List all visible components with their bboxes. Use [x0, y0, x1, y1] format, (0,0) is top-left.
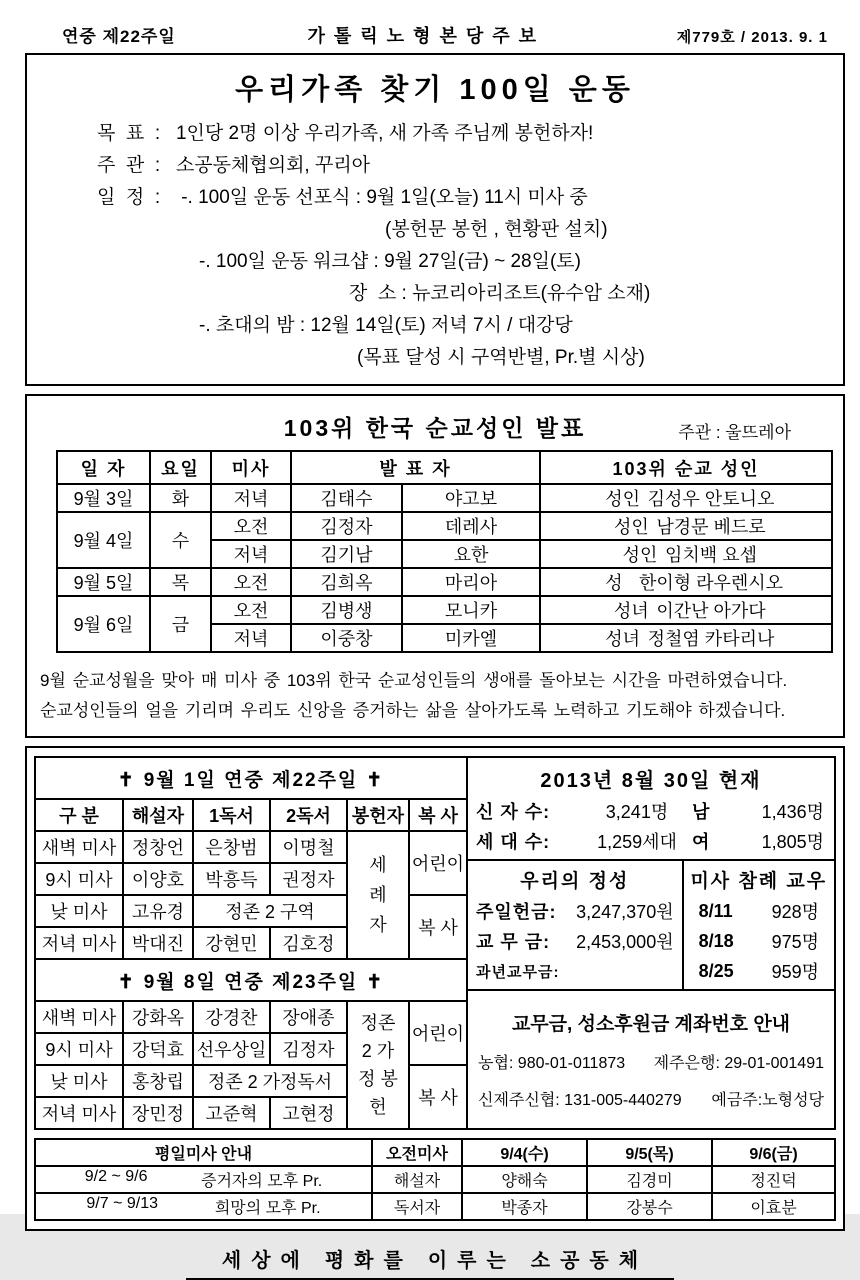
reading1: 고준혁 — [193, 1097, 270, 1129]
commentator: 홍창립 — [123, 1065, 193, 1097]
saint-title: 성녀 — [613, 601, 649, 621]
martyrs-header — [27, 410, 843, 444]
server-cell: 복 사 — [409, 1065, 467, 1129]
reading2: 김정자 — [270, 1033, 347, 1065]
name-cell: 이효분 — [712, 1193, 835, 1220]
stats-as-of-date: 2013년 8월 30일 현재 — [540, 770, 762, 792]
martyrs-note-line2: 순교성인들의 얼을 기리며 우리도 신앙을 증거하는 삶을 살아가도록 노력하고 기도해야 하겠습니다. — [40, 701, 786, 720]
saint-cell — [540, 624, 832, 652]
schedule-section — [25, 746, 845, 1231]
cross-icon: ✝ — [366, 971, 385, 993]
footer-motto: 세상에 평화를 이루는 소공동체 — [186, 1250, 674, 1280]
believers-count: 3,241명 — [605, 802, 669, 822]
col-header-day: 요일 — [150, 451, 211, 484]
saint-cell — [540, 596, 832, 624]
reading1: 은창범 — [193, 831, 270, 863]
campaign-line-workshop: -. 100일 운동 워크샵 : 9월 27일(금) ~ 28일(토) — [199, 251, 581, 272]
account-holder: 예금주:노형성당 — [711, 1092, 824, 1109]
saint-name: 한이형 라우렌시오 — [638, 573, 784, 593]
baptismal-cell: 요한 — [402, 540, 540, 568]
martyrs-note-line1: 9월 순교성월을 맞아 매 미사 중 103위 한국 순교성인들의 생애를 돌아보는 시간을 마련하였습니다. — [40, 671, 788, 690]
believers-label: 신 자 수: — [476, 802, 551, 822]
reading-span: 정존 2 구역 — [193, 895, 347, 927]
martyrs-row — [57, 512, 832, 540]
week2-title-row — [35, 959, 467, 1001]
reading2: 이명철 — [270, 831, 347, 863]
martyrs-table — [56, 450, 833, 653]
name-cell: 양해숙 — [462, 1166, 587, 1193]
female-count: 1,805명 — [761, 832, 824, 852]
presenter-cell: 김기남 — [291, 540, 402, 568]
campaign-section — [25, 53, 845, 386]
weekday-row — [35, 1166, 835, 1193]
saint-cell — [540, 512, 832, 540]
saint-name: 남경문 베드로 — [656, 517, 766, 537]
mass-label: 9시 미사 — [35, 1033, 123, 1065]
commentator: 고유경 — [123, 895, 193, 927]
mass-label: 낮 미사 — [35, 1065, 123, 1097]
presenter-cell: 김태수 — [291, 484, 402, 512]
statistics-panel — [468, 756, 836, 1130]
account-title: 교무금, 성소후원금 계좌번호 안내 — [511, 1014, 791, 1035]
weekday-row — [35, 1193, 835, 1220]
saint-title: 성인 — [605, 489, 641, 509]
reading2: 장애종 — [270, 1001, 347, 1033]
col-header-morning-mass: 오전미사 — [372, 1139, 462, 1166]
credit-union-account: 신제주신협: 131-005-440279 — [478, 1092, 682, 1109]
account-line1 — [478, 1050, 824, 1073]
campaign-line-place: 장 소 : 뉴코리아리조트(유수암 소재) — [349, 283, 651, 304]
presenter-cell: 김희옥 — [291, 568, 402, 596]
server-cell: 어린이 — [409, 1001, 467, 1065]
role-cell: 독서자 — [372, 1193, 462, 1220]
male-count: 1,436명 — [761, 802, 824, 822]
col-header-offerer: 봉헌자 — [347, 799, 409, 831]
server-cell: 어린이 — [409, 831, 467, 895]
saint-name: 정철염 카타리나 — [647, 629, 775, 649]
mass-cell: 오전 — [211, 568, 291, 596]
week1-dawn-row — [35, 831, 467, 863]
reading2: 고현정 — [270, 1097, 347, 1129]
attendance-row: 8/25 959명 — [698, 960, 819, 982]
reading2: 김호정 — [270, 927, 347, 959]
legion-cell — [35, 1193, 372, 1220]
week2-dawn-row — [35, 1001, 467, 1033]
col-header-commentator: 해설자 — [123, 799, 193, 831]
commentator: 강화옥 — [123, 1001, 193, 1033]
col-header-mass: 미사 — [211, 451, 291, 484]
saint-title: 성인 — [622, 545, 658, 565]
martyrs-organizer: 주관 : 울뜨레아 — [678, 423, 791, 442]
commentator: 박대진 — [123, 927, 193, 959]
presenter-cell: 이중창 — [291, 624, 402, 652]
mass-label: 저녁 미사 — [35, 1097, 123, 1129]
weekday-header-row — [35, 1139, 835, 1166]
martyrs-header-row — [57, 451, 832, 484]
offerer-cell: 세례자 — [347, 831, 409, 959]
reading1: 강현민 — [193, 927, 270, 959]
martyrs-title: 103위 한국 순교성인 발표 — [283, 415, 587, 441]
campaign-line-goal: 목 표 : 1인당 2명 이상 우리가족, 새 가족 주님께 봉헌하자! — [97, 123, 594, 144]
baptismal-cell: 미카엘 — [402, 624, 540, 652]
male-label: 남 — [692, 802, 710, 822]
mass-label: 새벽 미사 — [35, 831, 123, 863]
schedule-stats-wrapper — [34, 756, 836, 1130]
day-cell: 목 — [150, 568, 211, 596]
campaign-line-note2: (목표 달성 시 구역반별, Pr.별 시상) — [357, 347, 645, 368]
female-label: 여 — [692, 832, 710, 852]
col-header-presenter: 발 표 자 — [291, 451, 540, 484]
campaign-line-note1: (봉헌문 봉헌 , 현황판 설치) — [385, 219, 608, 240]
week1-header-row — [35, 799, 467, 831]
col-header-fri: 9/6(금) — [712, 1139, 835, 1166]
col-header-reading2: 2독서 — [270, 799, 347, 831]
legion-cell — [35, 1166, 372, 1193]
offering-title: 우리의 정성 — [520, 871, 630, 892]
baptismal-cell: 데레사 — [402, 512, 540, 540]
believers-row — [468, 796, 834, 826]
households-row — [468, 826, 834, 856]
attendance-panel — [682, 861, 834, 989]
day-cell: 화 — [150, 484, 211, 512]
commentator: 정창언 — [123, 831, 193, 863]
martyrs-row — [57, 568, 832, 596]
weekday-title: 평일미사 안내 — [35, 1139, 372, 1166]
reading1: 박흥득 — [193, 863, 270, 895]
account-line2 — [478, 1087, 824, 1110]
sunday-offering-row: 주일헌금: 3,247,370원 — [476, 902, 674, 922]
masthead-issue-date: 제779호 / 2013. 9. 1 — [676, 29, 828, 46]
account-info — [468, 991, 834, 1128]
jeju-account: 제주은행: 29-01-001491 — [653, 1055, 824, 1072]
mass-label: 낮 미사 — [35, 895, 123, 927]
commentator: 이양호 — [123, 863, 193, 895]
campaign-line-organizer: 주 관 : 소공동체협의회, 꾸리아 — [97, 155, 371, 176]
week2-title: 9월 8일 연중 제23주일 — [143, 971, 359, 993]
attendance-row: 8/18 975명 — [698, 930, 819, 952]
mass-assignment-table — [34, 756, 468, 1130]
attendance-title: 미사 참례 교우 — [690, 871, 828, 892]
offering-panel — [468, 861, 682, 989]
name-cell: 정진덕 — [712, 1166, 835, 1193]
saint-cell — [540, 568, 832, 596]
cross-icon: ✝ — [117, 769, 136, 791]
saint-name: 김성우 안토니오 — [647, 489, 775, 509]
martyrs-row — [57, 484, 832, 512]
attendance-row: 8/11 928명 — [698, 900, 819, 922]
saint-cell — [540, 540, 832, 568]
date-range: 9/2 ~ 9/6 — [84, 1168, 148, 1185]
campaign-title: 우리가족 찾기 100일 운동 — [235, 74, 635, 106]
date-range: 9/7 ~ 9/13 — [86, 1195, 159, 1212]
col-header-reading1: 1독서 — [193, 799, 270, 831]
households-label: 세 대 수: — [476, 832, 551, 852]
weekday-mass-table — [34, 1138, 836, 1221]
date-cell: 9월 3일 — [57, 484, 150, 512]
church-dues-row: 교 무 금: 2,453,000원 — [476, 932, 674, 952]
server-cell: 복 사 — [409, 895, 467, 959]
mass-label: 새벽 미사 — [35, 1001, 123, 1033]
saint-title: 성인 — [613, 517, 649, 537]
martyrs-note — [40, 666, 831, 726]
date-cell: 9월 5일 — [57, 568, 150, 596]
week1-title-row — [35, 757, 467, 799]
households-count: 1,259세대 — [597, 832, 677, 852]
week1-title: 9월 1일 연중 제22주일 — [143, 769, 359, 791]
mass-cell: 저녁 — [211, 624, 291, 652]
name-cell: 박종자 — [462, 1193, 587, 1220]
name-cell: 강봉수 — [587, 1193, 712, 1220]
saint-name: 임치백 요셉 — [665, 545, 757, 565]
baptismal-cell: 야고보 — [402, 484, 540, 512]
date-cell: 9월 6일 — [57, 596, 150, 652]
footer — [0, 1244, 860, 1273]
cross-icon: ✝ — [117, 971, 136, 993]
legion-name: 희망의 모후 Pr. — [214, 1200, 321, 1217]
saint-title: 성 — [605, 573, 623, 593]
name-cell: 김경미 — [587, 1166, 712, 1193]
col-header-server: 복 사 — [409, 799, 467, 831]
date-cell: 9월 4일 — [57, 512, 150, 568]
col-header-category: 구 분 — [35, 799, 123, 831]
reading1: 선우상일 — [193, 1033, 270, 1065]
offering-attendance — [468, 861, 834, 991]
legion-name: 증거자의 모후 Pr. — [201, 1173, 323, 1190]
nh-account: 농협: 980-01-011873 — [478, 1055, 626, 1072]
mass-cell: 오전 — [211, 512, 291, 540]
reading1: 강경찬 — [193, 1001, 270, 1033]
mass-label: 저녁 미사 — [35, 927, 123, 959]
col-header-saint: 103위 순교 성인 — [540, 451, 832, 484]
saint-cell — [540, 484, 832, 512]
campaign-line-invite: -. 초대의 밤 : 12월 14일(토) 저녁 7시 / 대강당 — [199, 315, 573, 336]
commentator: 장민정 — [123, 1097, 193, 1129]
mass-cell: 오전 — [211, 596, 291, 624]
mass-cell: 저녁 — [211, 540, 291, 568]
cross-icon: ✝ — [366, 769, 385, 791]
masthead-week-label: 연중 제22주일 — [62, 27, 176, 46]
presenter-cell: 김정자 — [291, 512, 402, 540]
col-header-thu: 9/5(목) — [587, 1139, 712, 1166]
martyrs-row — [57, 596, 832, 624]
role-cell: 해설자 — [372, 1166, 462, 1193]
reading2: 권정자 — [270, 863, 347, 895]
day-cell: 수 — [150, 512, 211, 568]
masthead — [0, 0, 860, 53]
parish-stats — [468, 758, 834, 861]
mass-label: 9시 미사 — [35, 863, 123, 895]
day-cell: 금 — [150, 596, 211, 652]
saint-name: 이간난 아가다 — [656, 601, 766, 621]
presenter-cell: 김병생 — [291, 596, 402, 624]
campaign-line-schedule: 일 정 : -. 100일 운동 선포식 : 9월 1일(오늘) 11시 미사 중 — [97, 187, 588, 208]
col-header-date: 일 자 — [57, 451, 150, 484]
baptismal-cell: 마리아 — [402, 568, 540, 596]
saint-title: 성녀 — [605, 629, 641, 649]
past-dues-row: 과년교무금: — [476, 963, 560, 981]
mass-cell: 저녁 — [211, 484, 291, 512]
offerer-cell: 정존 2 가정 봉헌 — [347, 1001, 409, 1129]
baptismal-cell: 모니카 — [402, 596, 540, 624]
reading-span: 정존 2 가정독서 — [193, 1065, 347, 1097]
col-header-wed: 9/4(수) — [462, 1139, 587, 1166]
commentator: 강덕효 — [123, 1033, 193, 1065]
masthead-title: 가톨릭노형본당주보 — [307, 26, 545, 46]
martyrs-section — [25, 394, 845, 738]
